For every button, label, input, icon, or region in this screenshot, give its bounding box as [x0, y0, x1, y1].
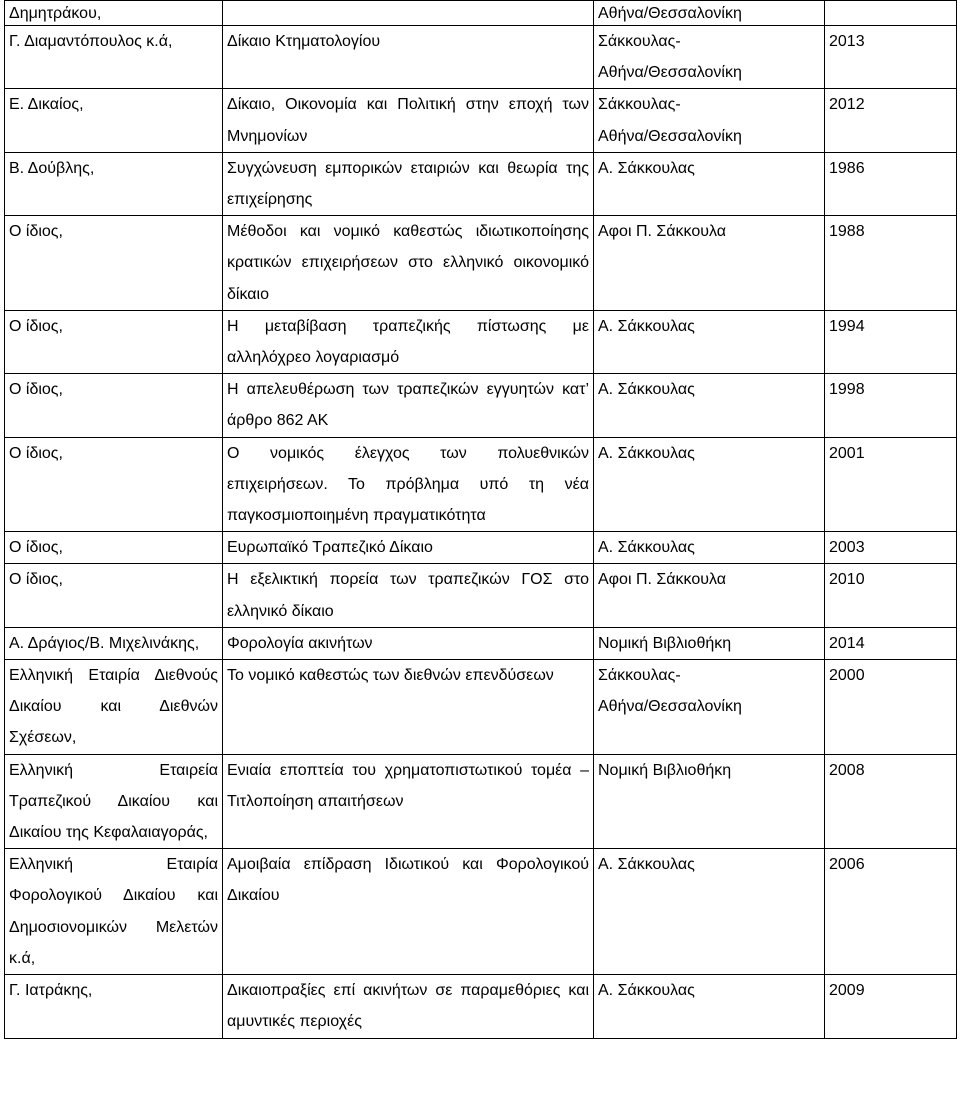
year-cell — [825, 660, 957, 755]
table-row — [5, 374, 957, 437]
author-text: Γ. Ιατράκης, — [9, 982, 93, 1000]
title-cell — [223, 975, 594, 1038]
year-cell — [825, 754, 957, 849]
author-cell — [5, 152, 223, 215]
year-text: 2012 — [829, 96, 865, 114]
table-row — [5, 849, 957, 975]
author-text: Ελληνική Εταιρεία Τραπεζικού Δικαίου και Δικαίου της Κεφαλαιαγοράς, — [9, 761, 218, 842]
publisher-cell — [594, 310, 825, 373]
table-row — [5, 26, 957, 89]
title-cell — [223, 1, 594, 26]
title-text: Ο νομικός έλεγχος των πολυεθνικών επιχειρήσεων. Το πρόβλημα υπό τη νέα παγκοσμιοποιημένη πραγματικότητα — [227, 444, 589, 525]
author-text: Ε. Δικαίος, — [9, 96, 84, 114]
publisher-text: Νομική Βιβλιοθήκη — [598, 761, 732, 779]
title-text: Η απελευθέρωση των τραπεζικών εγγυητών κατ’ άρθρο 862 ΑΚ — [227, 381, 589, 430]
author-text: Ο ίδιος, — [9, 571, 63, 589]
publisher-cell — [594, 975, 825, 1038]
year-text: 2000 — [829, 667, 865, 685]
author-cell — [5, 89, 223, 152]
author-text: Ο ίδιος, — [9, 317, 63, 335]
title-text: Η εξελικτική πορεία των τραπεζικών ΓΟΣ στο ελληνικό δίκαιο — [227, 571, 589, 620]
title-text: Φορολογία ακινήτων — [227, 634, 373, 652]
year-text: 2008 — [829, 761, 865, 779]
title-text: Συγχώνευση εμπορικών εταιριών και θεωρία της επιχείρησης — [227, 159, 589, 209]
publisher-text: Σάκκουλας- Αθήνα/Θεσσαλονίκη — [598, 667, 742, 716]
title-cell — [223, 437, 594, 532]
year-cell — [825, 1, 957, 26]
publisher-text: Σάκκουλας- Αθήνα/Θεσσαλονίκη — [598, 33, 742, 82]
year-text: 1998 — [829, 381, 865, 399]
year-text: 2010 — [829, 571, 865, 589]
table-row — [5, 216, 957, 311]
year-text: 2003 — [829, 539, 865, 557]
title-cell — [223, 564, 594, 627]
year-cell — [825, 849, 957, 975]
title-cell — [223, 660, 594, 755]
title-cell — [223, 849, 594, 975]
table-row — [5, 310, 957, 373]
author-text: Α. Δράγιος/Β. Μιχελινάκης, — [9, 634, 200, 652]
publisher-text: Α. Σάκκουλας — [598, 856, 695, 874]
title-cell — [223, 89, 594, 152]
title-cell — [223, 627, 594, 659]
publisher-text: Α. Σάκκουλας — [598, 159, 695, 177]
author-cell — [5, 564, 223, 627]
year-text: 2013 — [829, 33, 865, 50]
publisher-text: Αφοι Π. Σάκκουλα — [598, 571, 726, 589]
publisher-cell — [594, 849, 825, 975]
author-text: Ο ίδιος, — [9, 381, 63, 399]
title-text: Ευρωπαϊκό Τραπεζικό Δίκαιο — [227, 539, 433, 557]
title-text: Μέθοδοι και νομικό καθεστώς ιδιωτικοποίησης κρατικών επιχειρήσεων στο ελληνικό οικονομικό δίκαιο — [227, 223, 589, 303]
title-text: Δικαιοπραξίες επί ακινήτων σε παραμεθόριες και αμυντικές περιοχές — [227, 982, 589, 1031]
author-cell — [5, 26, 223, 89]
publisher-text: Α. Σάκκουλας — [598, 539, 695, 557]
title-text: Δίκαιο Κτηματολογίου — [227, 33, 381, 50]
publisher-cell — [594, 216, 825, 311]
bibliography-table — [4, 0, 957, 1039]
year-cell — [825, 532, 957, 564]
publisher-cell — [594, 564, 825, 627]
table-row — [5, 532, 957, 564]
publisher-text: Νομική Βιβλιοθήκη — [598, 634, 732, 652]
author-cell — [5, 849, 223, 975]
publisher-cell — [594, 89, 825, 152]
title-cell — [223, 532, 594, 564]
table-row — [5, 660, 957, 755]
author-text: Ο ίδιος, — [9, 223, 63, 241]
author-text: Β. Δούβλης, — [9, 159, 95, 177]
author-text: Ελληνική Εταιρία Διεθνούς Δικαίου και Διεθνών Σχέσεων, — [9, 667, 218, 747]
title-cell — [223, 310, 594, 373]
title-cell — [223, 26, 594, 89]
year-text: 2006 — [829, 856, 865, 874]
publisher-text: Α. Σάκκουλας — [598, 381, 695, 399]
author-cell — [5, 532, 223, 564]
author-cell — [5, 374, 223, 437]
author-text: Δημητράκου, — [9, 5, 102, 22]
year-text: 2001 — [829, 444, 865, 462]
year-cell — [825, 26, 957, 89]
publisher-text: Αφοι Π. Σάκκουλα — [598, 223, 726, 241]
year-cell — [825, 627, 957, 659]
year-cell — [825, 437, 957, 532]
title-cell — [223, 754, 594, 849]
publisher-cell — [594, 1, 825, 26]
publisher-cell — [594, 152, 825, 215]
author-text: Γ. Διαμαντόπουλος κ.ά, — [9, 33, 173, 50]
table-row — [5, 754, 957, 849]
publisher-text: Α. Σάκκουλας — [598, 982, 695, 1000]
title-text: Αμοιβαία επίδραση Ιδιωτικού και Φορολογικού Δικαίου — [227, 856, 589, 905]
year-cell — [825, 152, 957, 215]
author-cell — [5, 310, 223, 373]
year-cell — [825, 564, 957, 627]
year-cell — [825, 89, 957, 152]
author-cell — [5, 660, 223, 755]
author-cell — [5, 216, 223, 311]
publisher-cell — [594, 437, 825, 532]
publisher-cell — [594, 627, 825, 659]
publisher-cell — [594, 754, 825, 849]
author-cell — [5, 627, 223, 659]
title-text: Η μεταβίβαση τραπεζικής πίστωσης με αλληλόχρεο λογαριασμό — [227, 317, 589, 367]
title-text: Δίκαιο, Οικονομία και Πολιτική στην εποχή των Μνημονίων — [227, 96, 589, 145]
author-cell — [5, 975, 223, 1038]
title-cell — [223, 216, 594, 311]
title-cell — [223, 152, 594, 215]
year-cell — [825, 374, 957, 437]
table-row — [5, 564, 957, 627]
table-row — [5, 975, 957, 1038]
bibliography-table-body — [5, 1, 957, 1039]
table-row — [5, 89, 957, 152]
publisher-text: Α. Σάκκουλας — [598, 444, 695, 462]
year-cell — [825, 975, 957, 1038]
year-text: 2014 — [829, 634, 865, 652]
author-cell — [5, 437, 223, 532]
publisher-cell — [594, 26, 825, 89]
year-text: 2009 — [829, 982, 865, 1000]
author-cell — [5, 754, 223, 849]
publisher-text: Α. Σάκκουλας — [598, 317, 695, 335]
table-row — [5, 627, 957, 659]
year-cell — [825, 310, 957, 373]
publisher-cell — [594, 532, 825, 564]
publisher-text: Σάκκουλας- Αθήνα/Θεσσαλονίκη — [598, 96, 742, 145]
author-text: Ο ίδιος, — [9, 444, 63, 462]
author-text: Ελληνική Εταιρία Φορολογικού Δικαίου και Δημοσιονομικών Μελετών κ.ά, — [9, 856, 218, 967]
author-text: Ο ίδιος, — [9, 539, 63, 557]
publisher-cell — [594, 660, 825, 755]
table-row — [5, 152, 957, 215]
table-row — [5, 437, 957, 532]
title-text: Το νομικό καθεστώς των διεθνών επενδύσεων — [227, 667, 554, 685]
year-text: 1986 — [829, 159, 865, 177]
publisher-cell — [594, 374, 825, 437]
title-text: Ενιαία εποπτεία του χρηματοπιστωτικού τομέα – Τιτλοποίηση απαιτήσεων — [227, 761, 589, 810]
year-text: 1988 — [829, 223, 865, 241]
publisher-text: Αθήνα/Θεσσαλονίκη — [598, 5, 742, 22]
year-cell — [825, 216, 957, 311]
table-row — [5, 1, 957, 26]
author-cell — [5, 1, 223, 26]
year-text: 1994 — [829, 317, 865, 335]
title-cell — [223, 374, 594, 437]
